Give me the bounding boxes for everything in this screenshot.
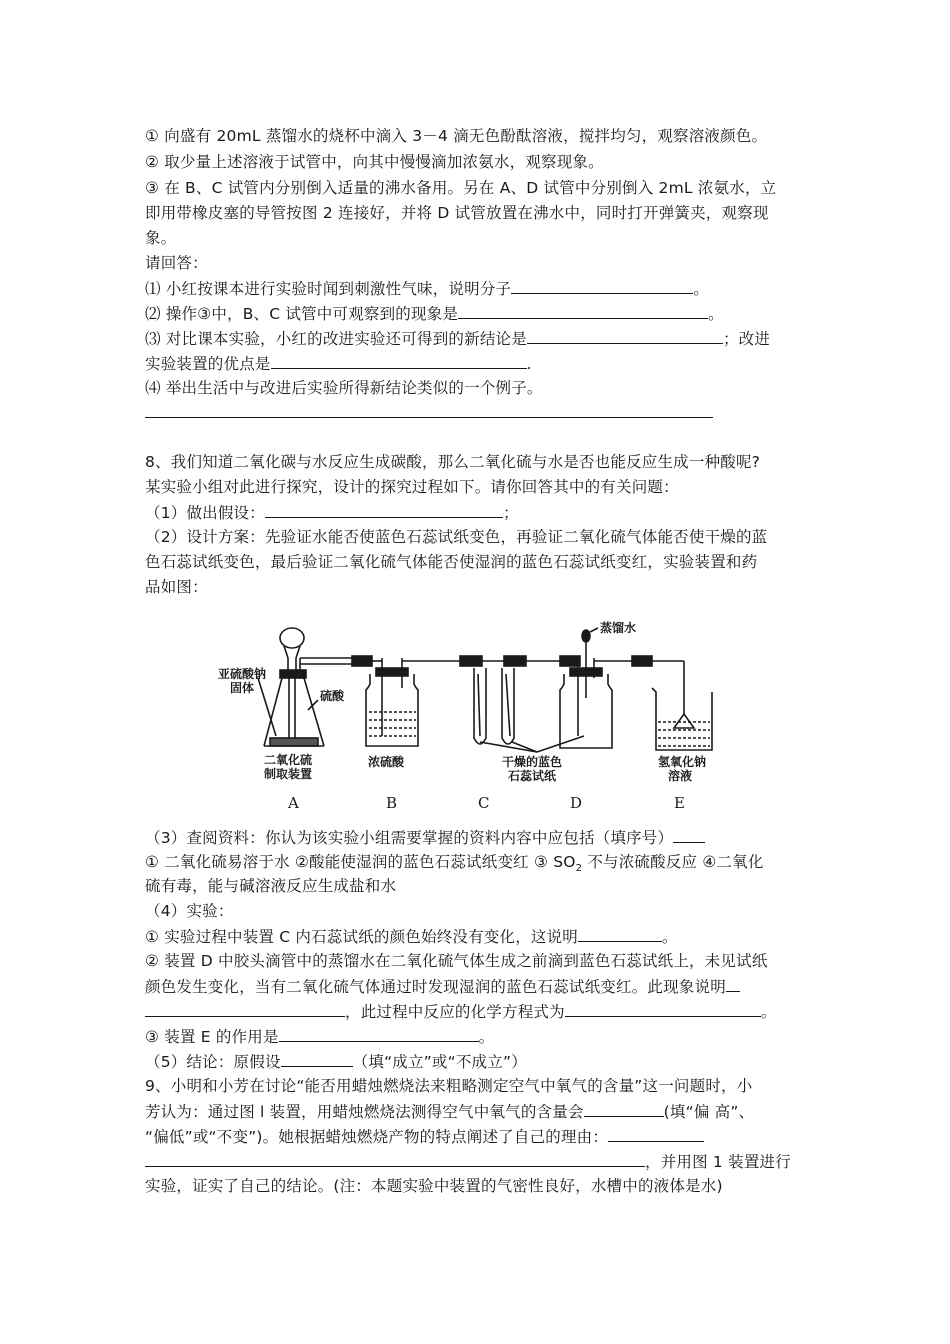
label-water: 蒸馏水 xyxy=(600,621,637,635)
apparatus-a-flask xyxy=(264,628,352,746)
label-paper-line-1: 干燥的蓝色 xyxy=(502,755,563,769)
question-2-end: 。 xyxy=(708,305,724,323)
q8-exp-2-mid: ，此过程中反应的化学方程式为 xyxy=(345,1003,565,1021)
answer-blank[interactable] xyxy=(673,825,705,843)
letter-e: E xyxy=(674,794,685,812)
answer-blank[interactable] xyxy=(527,326,723,344)
q9-line-5: 实验，证实了自己的结论。(注：本题实验中装置的气密性良好，水槽中的液体是水) xyxy=(145,1177,723,1195)
q8-part-4: （4）实验： xyxy=(145,902,234,920)
apparatus-c-tubes xyxy=(460,656,560,744)
letter-d: D xyxy=(570,794,583,812)
letter-c: C xyxy=(478,794,490,812)
q8-exp-1-end: 。 xyxy=(662,928,678,946)
question-3-line-1 xyxy=(145,326,770,351)
question-3-end-2: . xyxy=(526,355,532,373)
question-4: ⑷ 举出生活中与改进后实验所得新结论类似的一个例子。 xyxy=(145,379,543,397)
answer-blank[interactable] xyxy=(281,1049,353,1067)
question-3-text-2: 实验装置的优点是 xyxy=(145,355,271,373)
q9-line-2-end: (填“偏 高”、 xyxy=(663,1103,755,1121)
question-1-text: ⑴ 小红按课本进行实验时闻到刺激性气味，说明分子 xyxy=(145,280,512,298)
q8-exp-3-end: 。 xyxy=(478,1028,495,1046)
q8-part-3 xyxy=(145,825,705,850)
answer-blank[interactable] xyxy=(608,1124,704,1142)
answer-blank[interactable] xyxy=(511,276,693,294)
question-3-text: ⑶ 对比课本实验，小红的改进实验还可得到的新结论是 xyxy=(145,330,527,348)
label-paper-line-2: 石蕊试纸 xyxy=(508,769,557,783)
question-2-text: ⑵ 操作③中，B、C 试管中可观察到的现象是 xyxy=(145,305,459,323)
q9-line-3 xyxy=(145,1124,704,1149)
apparatus-figure xyxy=(212,618,742,816)
question-2 xyxy=(145,301,724,326)
answer-blank[interactable] xyxy=(726,974,740,992)
answer-blank[interactable] xyxy=(145,999,345,1017)
q8-intro-line-1: 8、我们知道二氧化碳与水反应生成碳酸，那么二氧化硫与水是否也能反应生成一种酸呢? xyxy=(145,453,761,471)
q8-exp-1 xyxy=(145,924,678,949)
q9-line-4 xyxy=(145,1149,791,1174)
answer-prompt: 请回答： xyxy=(145,254,208,272)
answer-blank[interactable] xyxy=(565,999,761,1017)
q8-part-2-line-3: 品如图： xyxy=(145,578,208,596)
q8-exp-2-line-3 xyxy=(145,999,777,1024)
q8-part-1-end: ； xyxy=(502,504,519,522)
answer-blank[interactable] xyxy=(458,301,708,319)
answer-blank[interactable] xyxy=(279,1024,479,1042)
question-3-end: ；改进 xyxy=(722,330,771,348)
answer-blank[interactable] xyxy=(145,1149,645,1167)
q8-exp-2-line-2 xyxy=(145,974,740,999)
q9-line-2-text: 芳认为：通过图 l 装置，用蜡烛燃烧法测得空气中氧气的含量会 xyxy=(145,1103,584,1121)
q9-line-2 xyxy=(145,1099,754,1124)
subscript: 2 xyxy=(575,863,583,875)
q8-intro-line-2: 某实验小组对此进行探究，设计的探究过程如下。请你回答其中的有关问题： xyxy=(145,478,679,496)
q8-part-5 xyxy=(145,1049,527,1074)
letter-a: A xyxy=(288,794,299,812)
q8-options-line-1 xyxy=(145,850,764,874)
question-1 xyxy=(145,276,709,301)
label-naoh-line-2: 溶液 xyxy=(668,769,693,783)
answer-line[interactable] xyxy=(145,417,713,418)
question-3-line-2 xyxy=(145,351,532,376)
q8-part-1-text: （1）做出假设： xyxy=(145,504,265,522)
answer-blank[interactable] xyxy=(584,1099,664,1117)
letter-b: B xyxy=(386,794,398,812)
step-2: ② 取少量上述溶液于试管中，向其中慢慢滴加浓氨水，观察现象。 xyxy=(145,153,604,171)
q8-part-5-end: （填“成立”或“不成立”） xyxy=(352,1053,527,1071)
step-3-line-1: ③ 在 B、C 试管内分别倒入适量的沸水备用。另在 A、D 试管中分别倒入 2mL 浓氨水，立 xyxy=(145,179,777,197)
q9-line-3-text: “偏低”或“不变”)。她根据蜡烛燃烧产物的特点阐述了自己的理由： xyxy=(145,1128,609,1146)
label-solid: 固体 xyxy=(230,681,255,695)
q8-part-3-text: （3）查阅资料：你认为该实验小组需要掌握的资料内容中应包括（填序号） xyxy=(145,829,674,847)
apparatus-b-bottle xyxy=(352,656,460,746)
q8-exp-1-text: ① 实验过程中装置 C 内石蕊试纸的颜色始终没有变化，这说明 xyxy=(145,928,579,946)
label-conc-acid: 浓硫酸 xyxy=(368,755,405,769)
step-1: ① 向盛有 20mL 蒸馏水的烧杯中滴入 3－4 滴无色酚酞溶液，搅拌均匀，观察溶液颜色。 xyxy=(145,127,768,145)
label-acid: 硫酸 xyxy=(320,689,345,703)
q8-options-text: ① 二氧化硫易溶于水 ②酸能使湿润的蓝色石蕊试纸变红 ③ SO xyxy=(145,853,576,871)
q8-exp-3-text: ③ 装置 E 的作用是 xyxy=(145,1028,279,1046)
answer-blank[interactable] xyxy=(265,500,503,518)
q8-exp-2-end: 。 xyxy=(760,1003,777,1021)
label-so2-line-1: 二氧化硫 xyxy=(264,753,313,767)
q8-part-2-line-2: 色石蕊试纸变色，最后验证二氧化硫气体能否使湿润的蓝色石蕊试纸变红，实验装置和药 xyxy=(145,553,758,571)
label-naoh-line-1: 氢氧化钠 xyxy=(658,755,707,769)
answer-blank[interactable] xyxy=(271,351,527,369)
q8-part-1 xyxy=(145,500,519,525)
q8-options-line-2: 硫有毒，能与碱溶液反应生成盐和水 xyxy=(145,877,397,895)
q8-part-5-text: （5）结论：原假设 xyxy=(145,1053,281,1071)
label-sulfite: 亚硫酸钠 xyxy=(218,667,267,681)
step-3-line-3: 象。 xyxy=(145,229,177,247)
label-so2-line-2: 制取装置 xyxy=(264,767,313,781)
answer-blank[interactable] xyxy=(578,924,662,942)
apparatus-e-beaker xyxy=(652,661,712,750)
step-3-line-2: 即用带橡皮塞的导管按图 2 连接好，并将 D 试管放置在沸水中，同时打开弹簧夹，观察现 xyxy=(145,204,769,222)
q8-options-text-2: 不与浓硫酸反应 ④二氧化 xyxy=(582,853,764,871)
q8-exp-2-line-1: ② 装置 D 中胶头滴管中的蒸馏水在二氧化硫气体生成之前滴到蓝色石蕊试纸上，未见试纸 xyxy=(145,952,768,970)
q8-exp-3 xyxy=(145,1024,494,1049)
q8-exp-2-text: 颜色发生变化，当有二氧化硫气体通过时发现湿润的蓝色石蕊试纸变红。此现象说明 xyxy=(145,978,726,996)
question-1-end: 。 xyxy=(693,280,709,298)
q9-line-4-end: ，并用图 1 装置进行 xyxy=(645,1153,791,1171)
q9-line-1: 9、小明和小芳在讨论“能否用蜡烛燃烧法来粗略测定空气中氧气的含量”这一问题时，小 xyxy=(145,1077,753,1095)
q8-part-2-line-1: （2）设计方案：先验证水能否使蓝色石蕊试纸变色，再验证二氧化硫气体能否使干燥的蓝 xyxy=(145,528,768,546)
